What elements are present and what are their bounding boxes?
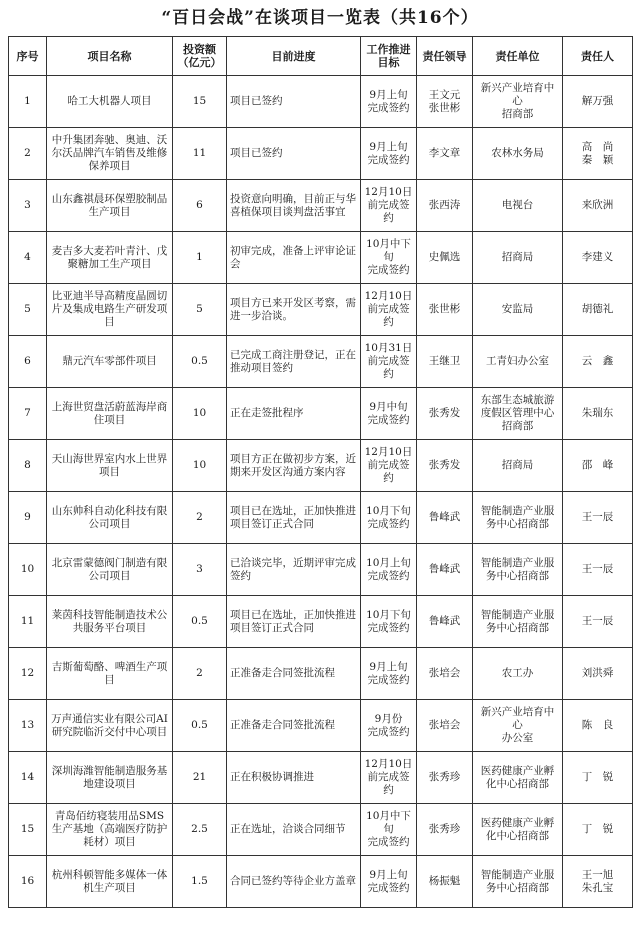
cell-person: 朱瑞东	[563, 388, 633, 440]
table-row	[9, 648, 633, 700]
header-leader: 责任领导	[417, 37, 473, 76]
table-row	[9, 596, 633, 648]
cell-investment: 6	[173, 180, 227, 232]
cell-target: 9月上旬 完成签约	[361, 648, 417, 700]
cell-investment: 1	[173, 232, 227, 284]
cell-investment: 0.5	[173, 596, 227, 648]
cell-person: 王一辰	[563, 596, 633, 648]
cell-leader: 张世彬	[417, 284, 473, 336]
cell-person: 陈 良	[563, 700, 633, 752]
table-row	[9, 284, 633, 336]
table-row	[9, 76, 633, 128]
cell-no: 5	[9, 284, 47, 336]
cell-leader: 张秀发	[417, 388, 473, 440]
cell-target: 10月下旬 完成签约	[361, 596, 417, 648]
cell-unit: 新兴产业培育中心 办公室	[473, 700, 563, 752]
cell-progress: 投资意向明确，目前正与华喜植保项目谈判盘活事宜	[227, 180, 361, 232]
cell-unit: 安监局	[473, 284, 563, 336]
table-row	[9, 128, 633, 180]
cell-no: 15	[9, 804, 47, 856]
cell-investment: 10	[173, 388, 227, 440]
table-row	[9, 752, 633, 804]
cell-leader: 张秀珍	[417, 804, 473, 856]
cell-person: 解万强	[563, 76, 633, 128]
cell-progress: 项目已在选址，正加快推进项目签订正式合同	[227, 492, 361, 544]
cell-leader: 王继卫	[417, 336, 473, 388]
cell-unit: 农林水务局	[473, 128, 563, 180]
cell-investment: 11	[173, 128, 227, 180]
cell-target: 12月10日 前完成签约	[361, 752, 417, 804]
cell-project-name: 北京雷蒙德阀门制造有限公司项目	[47, 544, 173, 596]
cell-target: 9月上旬 完成签约	[361, 76, 417, 128]
cell-no: 14	[9, 752, 47, 804]
cell-leader: 王文元 张世彬	[417, 76, 473, 128]
cell-target: 10月上旬 完成签约	[361, 544, 417, 596]
cell-no: 11	[9, 596, 47, 648]
cell-progress: 项目已在选址，正加快推进项目签订正式合同	[227, 596, 361, 648]
header-project-name: 项目名称	[47, 37, 173, 76]
cell-investment: 2	[173, 648, 227, 700]
cell-no: 2	[9, 128, 47, 180]
cell-no: 8	[9, 440, 47, 492]
cell-person: 王一辰	[563, 492, 633, 544]
cell-project-name: 吉斯葡萄酪、啤酒生产项目	[47, 648, 173, 700]
cell-unit: 医药健康产业孵化中心招商部	[473, 804, 563, 856]
cell-person: 李建义	[563, 232, 633, 284]
cell-progress: 已洽谈完毕，近期评审完成签约	[227, 544, 361, 596]
cell-no: 13	[9, 700, 47, 752]
cell-person: 王一辰	[563, 544, 633, 596]
cell-target: 10月中下旬 完成签约	[361, 232, 417, 284]
cell-progress: 项目已签约	[227, 76, 361, 128]
cell-person: 来欣洲	[563, 180, 633, 232]
cell-target: 12月10日 前完成签约	[361, 180, 417, 232]
table-body	[9, 76, 633, 908]
table-header-row	[9, 37, 633, 76]
cell-project-name: 青岛佰纺寝装用品SMS生产基地（高端医疗防护耗材）项目	[47, 804, 173, 856]
table-row	[9, 336, 633, 388]
header-investment: 投资额 （亿元）	[173, 37, 227, 76]
cell-unit: 智能制造产业服务中心招商部	[473, 492, 563, 544]
cell-leader: 张培会	[417, 648, 473, 700]
cell-person: 丁 锐	[563, 804, 633, 856]
table-row	[9, 700, 633, 752]
cell-leader: 鲁峰武	[417, 492, 473, 544]
cell-progress: 初审完成，准备上评审论证会	[227, 232, 361, 284]
table-row	[9, 440, 633, 492]
table-row	[9, 232, 633, 284]
cell-person: 高 尚 秦 颖	[563, 128, 633, 180]
project-table	[8, 36, 633, 908]
cell-project-name: 深圳海潍智能制造服务基地建设项目	[47, 752, 173, 804]
cell-investment: 0.5	[173, 336, 227, 388]
cell-unit: 新兴产业培育中心 招商部	[473, 76, 563, 128]
cell-target: 9月份 完成签约	[361, 700, 417, 752]
cell-person: 邵 峰	[563, 440, 633, 492]
cell-no: 7	[9, 388, 47, 440]
cell-progress: 正准备走合同签批流程	[227, 648, 361, 700]
cell-person: 丁 锐	[563, 752, 633, 804]
cell-investment: 2	[173, 492, 227, 544]
header-target: 工作推进 目标	[361, 37, 417, 76]
cell-target: 9月中旬 完成签约	[361, 388, 417, 440]
cell-leader: 李文章	[417, 128, 473, 180]
cell-progress: 正准备走合同签批流程	[227, 700, 361, 752]
cell-target: 10月下旬 完成签约	[361, 492, 417, 544]
cell-progress: 项目方已来开发区考察，需进一步洽谈。	[227, 284, 361, 336]
page-title: “百日会战”在谈项目一览表（共16个）	[161, 8, 479, 28]
cell-leader: 张西涛	[417, 180, 473, 232]
cell-leader: 史佩选	[417, 232, 473, 284]
cell-project-name: 天山海世界室内水上世界项目	[47, 440, 173, 492]
cell-leader: 鲁峰武	[417, 596, 473, 648]
cell-leader: 张培会	[417, 700, 473, 752]
cell-person: 胡德礼	[563, 284, 633, 336]
cell-person: 王一旭 朱孔宝	[563, 856, 633, 908]
cell-progress: 正在选址，洽谈合同细节	[227, 804, 361, 856]
header-progress: 目前进度	[227, 37, 361, 76]
cell-target: 12月10日 前完成签约	[361, 440, 417, 492]
cell-unit: 工青妇办公室	[473, 336, 563, 388]
cell-leader: 鲁峰武	[417, 544, 473, 596]
cell-no: 1	[9, 76, 47, 128]
header-person: 责任人	[563, 37, 633, 76]
cell-unit: 招商局	[473, 232, 563, 284]
cell-unit: 招商局	[473, 440, 563, 492]
cell-project-name: 比亚迪半导高精度晶圆切片及集成电路生产研发项目	[47, 284, 173, 336]
cell-leader: 张秀珍	[417, 752, 473, 804]
cell-progress: 正在积极协调推进	[227, 752, 361, 804]
cell-project-name: 山东帅科自动化科技有限公司项目	[47, 492, 173, 544]
cell-progress: 项目方正在做初步方案，近期来开发区沟通方案内容	[227, 440, 361, 492]
cell-progress: 正在走签批程序	[227, 388, 361, 440]
cell-no: 3	[9, 180, 47, 232]
cell-project-name: 上海世贸盘活蔚蓝海岸商住项目	[47, 388, 173, 440]
header-no: 序号	[9, 37, 47, 76]
cell-unit: 医药健康产业孵化中心招商部	[473, 752, 563, 804]
cell-project-name: 杭州科顿智能多媒体一体机生产项目	[47, 856, 173, 908]
cell-no: 9	[9, 492, 47, 544]
cell-investment: 15	[173, 76, 227, 128]
cell-project-name: 中升集团奔驰、奥迪、沃尔沃品牌汽车销售及维修保养项目	[47, 128, 173, 180]
cell-target: 9月上旬 完成签约	[361, 856, 417, 908]
cell-progress: 合同已签约等待企业方盖章	[227, 856, 361, 908]
cell-unit: 智能制造产业服务中心招商部	[473, 544, 563, 596]
cell-project-name: 万声通信实业有限公司AI研究院临沂交付中心项目	[47, 700, 173, 752]
cell-project-name: 鼎元汽车零部件项目	[47, 336, 173, 388]
cell-project-name: 麦吉多大麦若叶青汁、戊聚糖加工生产项目	[47, 232, 173, 284]
cell-no: 10	[9, 544, 47, 596]
cell-no: 4	[9, 232, 47, 284]
cell-investment: 0.5	[173, 700, 227, 752]
cell-investment: 3	[173, 544, 227, 596]
cell-unit: 电视台	[473, 180, 563, 232]
cell-investment: 1.5	[173, 856, 227, 908]
cell-target: 9月上旬 完成签约	[361, 128, 417, 180]
table-row	[9, 544, 633, 596]
cell-person: 云 鑫	[563, 336, 633, 388]
cell-unit: 智能制造产业服务中心招商部	[473, 596, 563, 648]
cell-no: 16	[9, 856, 47, 908]
cell-target: 10月中下旬 完成签约	[361, 804, 417, 856]
cell-project-name: 山东鑫祺晨环保塑胶制品生产项目	[47, 180, 173, 232]
cell-investment: 5	[173, 284, 227, 336]
cell-unit: 智能制造产业服务中心招商部	[473, 856, 563, 908]
cell-unit: 农工办	[473, 648, 563, 700]
cell-project-name: 莱茵科技智能制造技术公共服务平台项目	[47, 596, 173, 648]
table-row	[9, 180, 633, 232]
cell-target: 12月10日 前完成签约	[361, 284, 417, 336]
cell-leader: 杨振魁	[417, 856, 473, 908]
cell-investment: 10	[173, 440, 227, 492]
cell-investment: 21	[173, 752, 227, 804]
cell-progress: 已完成工商注册登记，正在推动项目签约	[227, 336, 361, 388]
cell-person: 刘洪舜	[563, 648, 633, 700]
table-row	[9, 856, 633, 908]
cell-leader: 张秀发	[417, 440, 473, 492]
cell-no: 12	[9, 648, 47, 700]
table-row	[9, 388, 633, 440]
cell-unit: 东部生态城旅游度假区管理中心 招商部	[473, 388, 563, 440]
cell-no: 6	[9, 336, 47, 388]
header-unit: 责任单位	[473, 37, 563, 76]
table-row	[9, 492, 633, 544]
cell-project-name: 哈工大机器人项目	[47, 76, 173, 128]
cell-progress: 项目已签约	[227, 128, 361, 180]
cell-target: 10月31日 前完成签约	[361, 336, 417, 388]
table-row	[9, 804, 633, 856]
cell-investment: 2.5	[173, 804, 227, 856]
